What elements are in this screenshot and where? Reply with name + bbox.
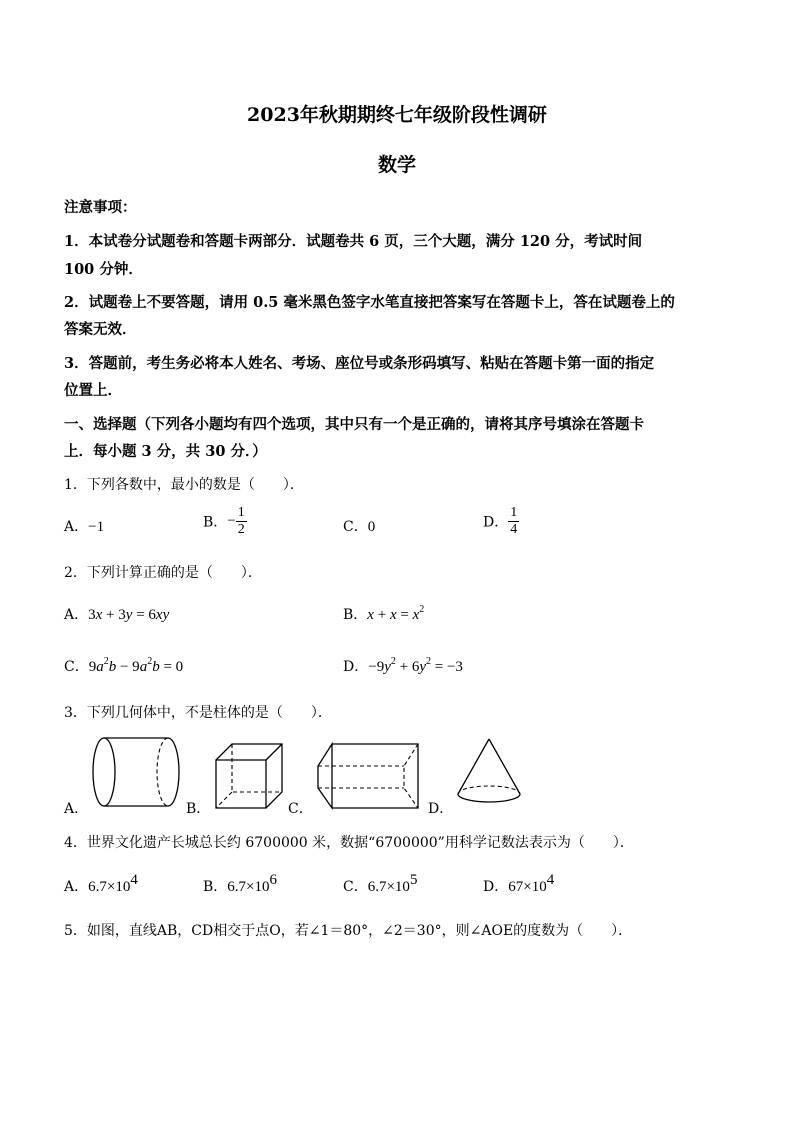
option-label: A． [64,519,89,535]
cone-figure [454,735,526,807]
q1-c-value: 0 [367,519,376,535]
q1-d-fraction [508,505,519,538]
q1-a-value: −1 [88,519,105,535]
q2-c-formula: $9a^2b - 9a^2b = 0$ [88,656,184,675]
notice-item-1-line-1: 1．本试卷分试题卷和答题卡两部分．试题卷共 6 页，三个大题，满分 120 分，考试时间 [64,233,643,250]
q5-stem: 5．如图，直线AB，CD相交于点O，若∠1＝80°，∠2＝30°，则∠AOE的度数为（ ）． [64,923,633,939]
exam-title: 2023年秋期期终七年级阶段性调研 [247,104,547,126]
option-label: A． [64,607,89,623]
fraction-denominator: 2 [237,522,245,538]
option-label: D． [343,659,369,675]
q2-d-formula: $-9y^2 + 6y^2 = -3$ [368,656,463,675]
notice-item-1-line-2: 100 分钟． [64,261,143,278]
q4-option-d [483,872,555,896]
q1-option-d [483,505,519,538]
q2-a-formula: 3x + 3y = 6xy [88,607,170,623]
notice-item-2-line-1: 2．试题卷上不要答题，请用 0.5 毫米黑色签字水笔直接把答案写在答题卡上，答在试题卷上的 [64,294,675,311]
cylinder-figure [88,735,188,811]
q3-label-c: C． [288,801,313,817]
fraction-denominator: 4 [510,522,518,538]
q1-stem: 1．下列各数中，最小的数是（ ）． [64,477,304,493]
section-1-line-1: 一、选择题（下列各小题均有四个选项，其中只有一个是正确的，请将其序号填涂在答题卡 [64,416,644,433]
notice-item-3-line-1: 3．答题前，考生务必将本人姓名、考场、座位号或条形码填写、粘贴在答题卡第一面的指定 [64,355,655,372]
q3-label-a: A． [64,801,89,817]
q4-option-c [343,872,418,896]
q4-c-exponent: 5 [409,872,418,888]
q2-stem: 2．下列计算正确的是（ ）． [64,565,262,581]
q4-a-exponent: 4 [130,872,138,888]
q3-label-d: D． [428,801,454,817]
option-label: B． [203,879,228,895]
q4-d-exponent: 4 [546,872,555,888]
prism-figure [314,740,424,812]
fraction-numerator: 1 [510,505,518,520]
cube-figure [212,740,284,812]
option-label: B． [343,607,368,623]
option-label: C． [64,659,89,675]
section-1-line-2: 上．每小题 3 分，共 30 分．） [64,443,267,460]
q4-option-a [64,872,138,896]
notice-item-2-line-2: 答案无效． [64,321,137,338]
q4-d-mantissa: 67×10 [508,879,547,895]
q4-b-mantissa: 6.7×10 [227,879,270,895]
option-label: D． [483,514,509,531]
subject-title: 数学 [377,154,416,176]
q2-option-c [64,656,183,676]
q4-b-exponent: 6 [269,872,278,888]
option-label: D． [483,879,509,895]
option-label: B． [203,514,228,531]
option-label: C． [343,879,368,895]
q3-label-b: B． [186,801,211,817]
q2-option-b [343,604,424,624]
option-label: C． [343,519,368,535]
q1-option-c [343,516,375,536]
q1-b-fraction [236,505,247,538]
notice-item-3-line-2: 位置上． [64,382,122,399]
fraction-numerator: 1 [237,505,245,520]
q1-option-b [203,505,247,538]
q1-b-sign: − [227,513,236,530]
option-label: A． [64,879,89,895]
q1-option-a [64,516,104,536]
q4-a-mantissa: 6.7×10 [88,879,131,895]
q2-option-a [64,604,169,624]
q3-stem: 3．下列几何体中，不是柱体的是（ ）． [64,705,332,721]
q2-b-formula: $x + x = x^2$ [367,604,425,623]
notice-heading: 注意事项： [64,199,137,216]
q4-stem: 4．世界文化遗产长城总长约 6700000 米，数据“6700000”用科学记数法表示为（ ）． [64,835,634,851]
q4-c-mantissa: 6.7×10 [367,879,410,895]
q2-option-d [343,656,463,676]
q4-option-b [203,872,278,896]
